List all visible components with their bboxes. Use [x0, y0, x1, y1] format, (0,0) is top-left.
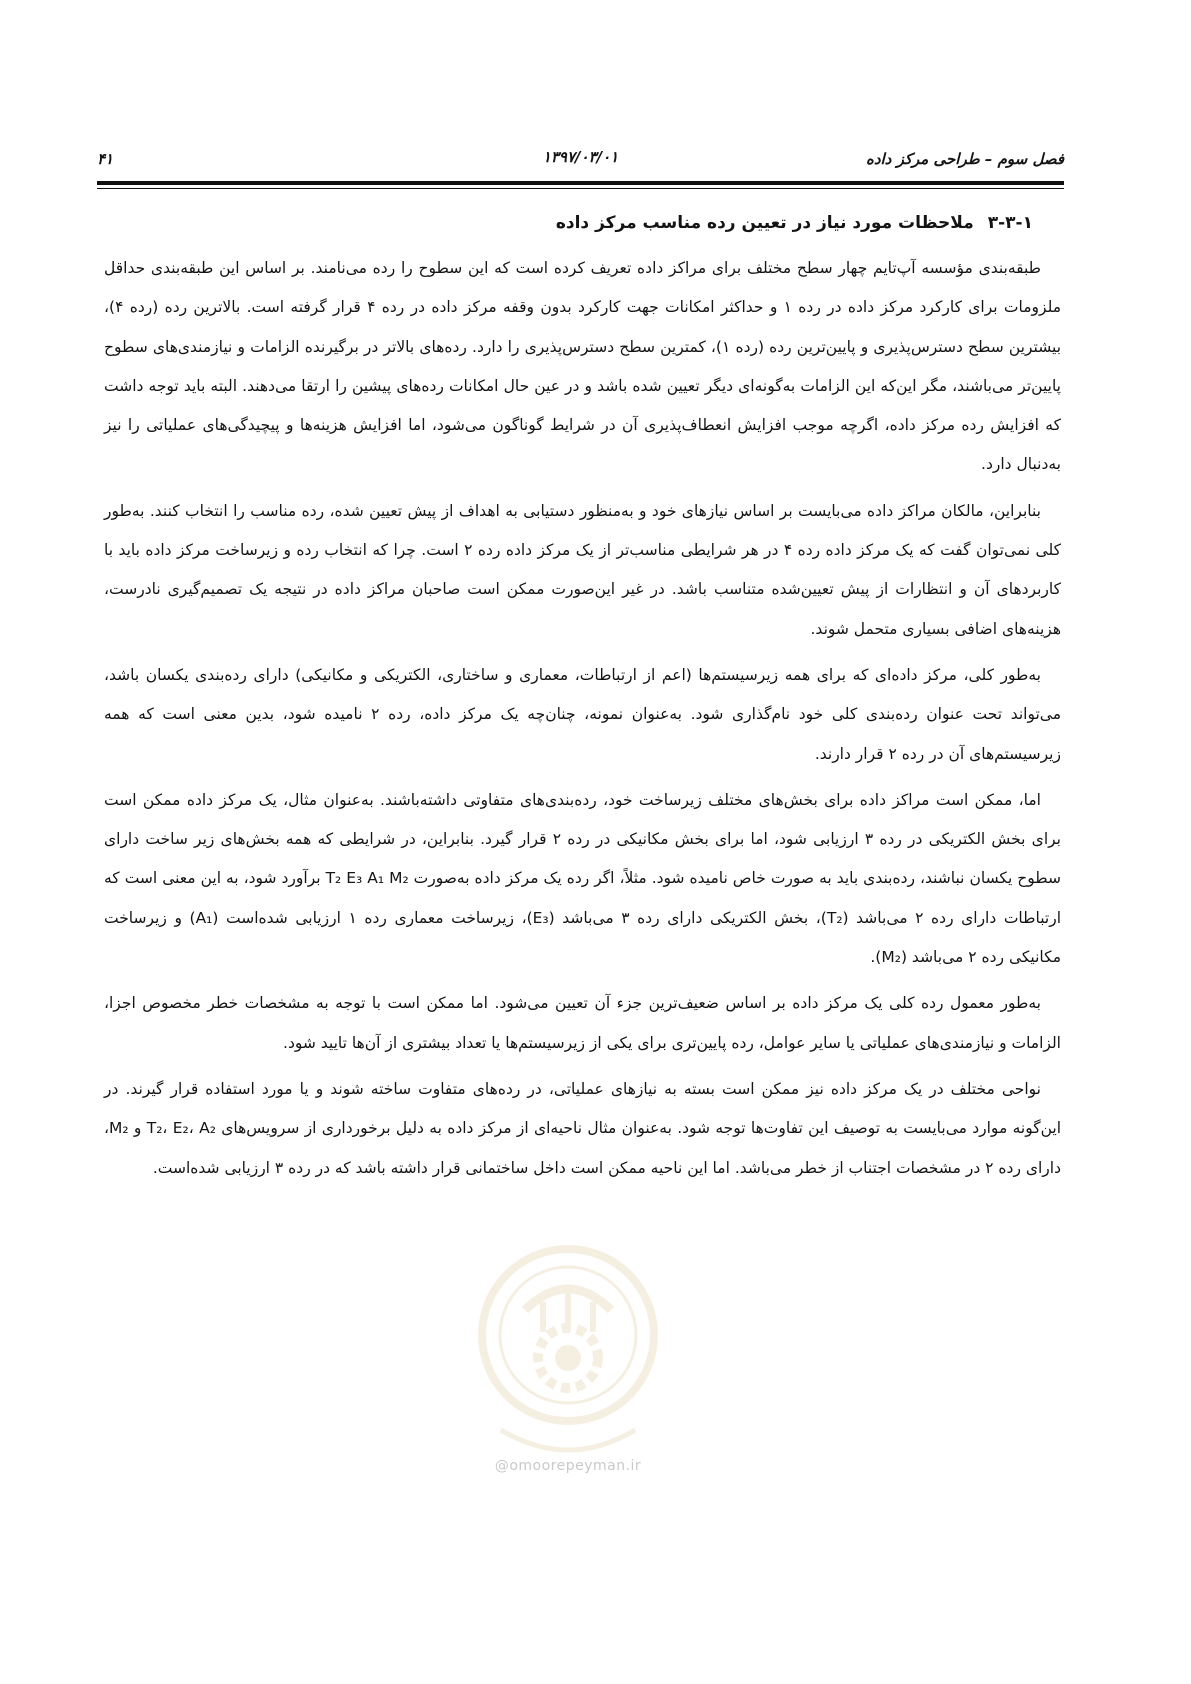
page-body	[104, 209, 1061, 1188]
paragraph-1: طبقه‌بندی مؤسسه آپ‌تایم چهار سطح مختلف برای مراکز داده تعریف کرده است که این سطوح را رده می‌نامند. بر اساس این طبقه‌بندی حداقل ملزومات برای کارکرد مرکز داده در رده ۱ و حداکثر امکانات جهت کارکرد بدون وقفه مرکز داده در رده ۴ قرار گرفته است. بالاترین رده (رده ۴)، بیشترین سطح دسترس‌پذیری و پایین‌ترین رده (رده ۱)، کمترین سطح دسترس‌پذیری را دارد. رده‌های بالاتر در برگیرنده الزامات و نیازمندی‌های سطوح پایین‌تر می‌باشند، مگر این‌که این الزامات به‌گونه‌ای دیگر تعیین شده باشد و در عین حال امکانات رده‌های پیشین را ارتقا می‌دهند. البته باید توجه داشت که افزایش رده مرکز داده، اگرچه موجب افزایش انعطاف‌پذیری آن در شرایط گوناگون می‌شود، اما افزایش هزینه‌ها و پیچیدگی‌های عملیاتی را نیز به‌دنبال دارد.	[104, 259, 1062, 474]
paragraph-3: به‌طور کلی، مرکز داده‌ای که برای همه زیرسیستم‌ها (اعم از ارتباطات، معماری و ساختاری، الکتریکی و مکانیکی) دارای رده‌بندی یکسان باشد، می‌تواند تحت عنوان رده‌بندی کلی خود نام‌گذاری شود. به‌عنوان نمونه، چنان‌چه یک مرکز داده، رده ۲ نامیده شود، بدین معنی است که همه زیرسیستم‌های آن در رده ۲ قرار دارند.	[104, 665, 1062, 763]
section-heading	[104, 209, 1061, 237]
paragraph-2: بنابراین، مالکان مراکز داده می‌بایست بر اساس نیازهای خود و به‌منظور دستیابی به اهداف از پیش تعیین شده، رده مناسب را انتخاب کنند. به‌طور کلی نمی‌توان گفت که یک مرکز داده رده ۴ در هر شرایطی مناسب‌تر از یک مرکز داده رده ۲ است. چرا که انتخاب رده و زیرساخت مرکز داده باید با کاربردهای آن و انتظارات از پیش تعیین‌شده متناسب باشد. در غیر این‌صورت ممکن است صاحبان مراکز داده در نتیجه یک تصمیم‌گیری نادرست، هزینه‌های اضافی بسیاری متحمل شوند.	[104, 501, 1061, 638]
header-rule-thin	[97, 188, 1064, 189]
header-rule-thick	[97, 181, 1064, 185]
section-title: ملاحظات مورد نیاز در تعیین رده مناسب مرکز داده	[555, 213, 974, 233]
paragraph-5: به‌طور معمول رده کلی یک مرکز داده بر اساس ضعیف‌ترین جزء آن تعیین می‌شود. اما ممکن است با توجه به مشخصات خطر مخصوص اجزا، الزامات و نیازمندی‌های عملیاتی یا سایر عوامل، رده پایین‌تری برای یکی از زیرسیستم‌ها یا تعداد بیشتری از آن‌ها تایید شود.	[104, 994, 1061, 1052]
watermark-logo	[473, 1240, 663, 1480]
running-header-chapter: فصل سوم – طراحی مرکز داده	[865, 150, 1064, 168]
paragraph-6: نواحی مختلف در یک مرکز داده نیز ممکن است بسته به نیازهای عملیاتی، در رده‌های متفاوت ساخته شوند و یا مورد استفاده قرار گیرند. در این‌گونه موارد می‌بایست به توصیف این تفاوت‌ها توجه شود. به‌عنوان مثال ناحیه‌ای از مرکز داده به دلیل برخورداری از سرویس‌های T₂، E₂، A₂ و M₂، دارای رده ۲ در مشخصات اجتناب از خطر می‌باشد. اما این ناحیه ممکن است داخل ساختمانی قرار داشته باشد که در رده ۳ ارزیابی شده‌است.	[104, 1079, 1061, 1177]
running-header-date: ۱۳۹۷/۰۳/۰۱	[542, 148, 619, 166]
page-number: ۴۱	[97, 150, 114, 168]
page-header	[97, 148, 1064, 180]
watermark-url: @omoorepeyman.ir	[494, 1458, 642, 1474]
section-number: ۳-۳-۱	[987, 213, 1033, 233]
paragraph-4: اما، ممکن است مراکز داده برای بخش‌های مختلف زیرساخت خود، رده‌بندی‌های متفاوتی داشته‌باشند. به‌عنوان مثال، یک مرکز داده ممکن است برای بخش الکتریکی در رده ۳ ارزیابی شود، اما برای بخش مکانیکی در رده ۲ قرار گیرد. بنابراین، در شرایطی که همه بخش‌های زیر ساخت دارای سطوح یکسان نباشند، رده‌بندی باید به صورت خاص نامیده شود. مثلاً، اگر رده یک مرکز داده به‌صورت T₂ E₃ A₁ M₂ برآورد شود، به این معنی است که ارتباطات دارای رده ۲ می‌باشد (T₂)، بخش الکتریکی دارای رده ۳ می‌باشد (E₃)، زیرساخت معماری رده ۱ ارزیابی شده‌است (A₁) و زیرساخت مکانیکی رده ۲ می‌باشد (M₂).	[104, 790, 1061, 967]
